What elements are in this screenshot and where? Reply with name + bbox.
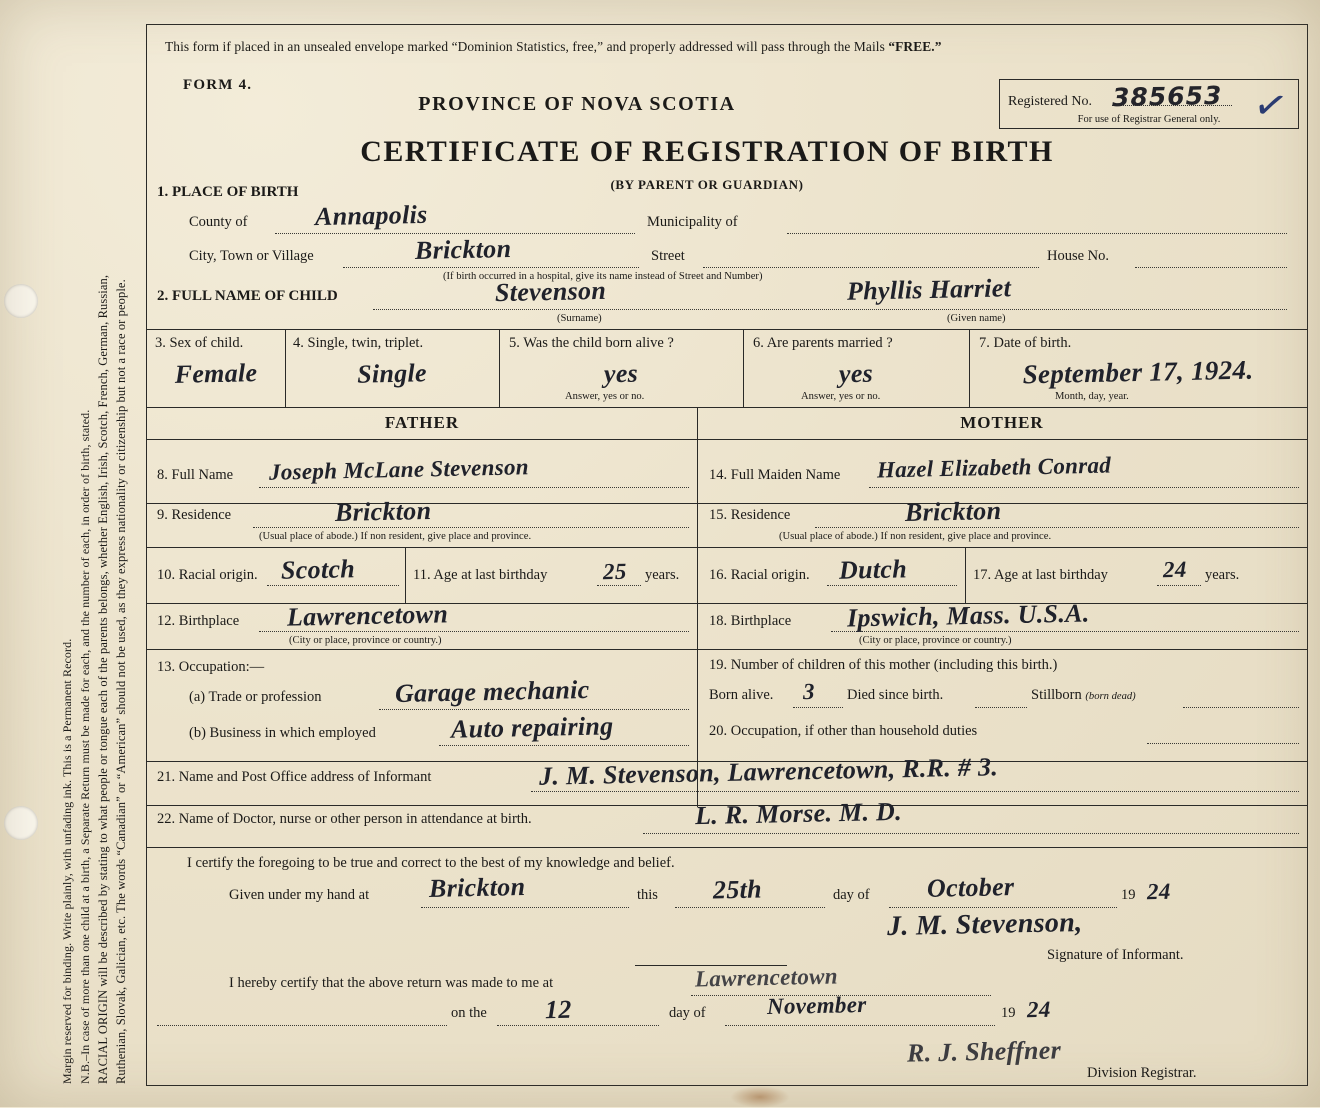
multiple-birth-label: 4. Single, twin, triplet. bbox=[293, 335, 424, 351]
mother-birthplace-value: Ipswich, Mass. U.S.A. bbox=[846, 598, 1090, 633]
date-of-birth-sub: Month, day, year. bbox=[1055, 391, 1129, 402]
day-value: 25th bbox=[712, 874, 763, 905]
father-business-line bbox=[439, 745, 689, 746]
margin-note-line-2: N.B.–In case of more than one child at a birth, a Separate Return must be made for each, and the number of each, in order of birth, stated. bbox=[78, 409, 92, 1084]
attendant-label: 22. Name of Doctor, nurse or other person in attendance at birth. bbox=[157, 811, 532, 827]
registrar-year-prefix: 19 bbox=[1001, 1005, 1016, 1021]
municipality-label: Municipality of bbox=[647, 214, 738, 230]
city-line bbox=[343, 267, 639, 268]
father-business-value: Auto repairing bbox=[450, 711, 614, 744]
month-value: October bbox=[926, 872, 1015, 903]
father-birthplace-sub: (City or place, province or country.) bbox=[289, 635, 442, 646]
registrar-signature-value: R. J. Sheffner bbox=[906, 1035, 1062, 1068]
mother-age-unit: years. bbox=[1205, 567, 1240, 583]
child-given-value: Phyllis Harriet bbox=[846, 273, 1012, 306]
informant-signature-value: J. M. Stevenson, bbox=[886, 906, 1083, 943]
father-residence-sub: (Usual place of abode.) If non resident, give place and province. bbox=[259, 531, 532, 542]
given-place-value: Brickton bbox=[428, 871, 526, 904]
father-heading: FATHER bbox=[384, 413, 460, 432]
born-alive-count-value: 3 bbox=[802, 678, 816, 705]
house-no-label: House No. bbox=[1047, 248, 1110, 264]
binder-hole-bottom bbox=[4, 806, 38, 840]
this-label: this bbox=[637, 887, 658, 903]
stillborn-sub: (born dead) bbox=[1085, 691, 1136, 702]
on-the-label: on the bbox=[451, 1005, 487, 1021]
mother-name-line bbox=[869, 487, 1299, 488]
registrar-month-line bbox=[725, 1025, 995, 1026]
registrar-place-value: Lawrencetown bbox=[694, 963, 839, 992]
father-trade-value: Garage mechanic bbox=[394, 674, 590, 709]
mother-birthplace-sub: (City or place, province or country.) bbox=[859, 635, 1012, 646]
rule-occupation-top bbox=[147, 649, 1307, 650]
died-since-label: Died since birth. bbox=[847, 687, 944, 703]
form-number: FORM 4. bbox=[183, 77, 253, 93]
informant-line bbox=[531, 791, 1299, 792]
stillborn-line bbox=[1183, 707, 1299, 708]
date-of-birth-value: September 17, 1924. bbox=[1022, 354, 1254, 390]
street-line bbox=[703, 267, 1039, 268]
died-since-line bbox=[975, 707, 1027, 708]
born-alive-count-line bbox=[793, 707, 843, 708]
father-racial-value: Scotch bbox=[280, 554, 356, 585]
county-line bbox=[275, 233, 635, 234]
given-name-sub: (Given name) bbox=[947, 313, 1006, 324]
informant-signature-label: Signature of Informant. bbox=[1047, 947, 1184, 963]
envelope-note bbox=[165, 39, 942, 55]
given-under-hand-label: Given under my hand at bbox=[229, 887, 370, 903]
rule-parents-top bbox=[147, 439, 1307, 440]
certificate-frame bbox=[146, 24, 1308, 1086]
mother-age-value: 24 bbox=[1162, 556, 1187, 583]
father-name-value: Joseph McLane Stevenson bbox=[268, 454, 530, 485]
mother-age-line bbox=[1157, 585, 1201, 586]
day-of-label: day of bbox=[833, 887, 870, 903]
informant-value: J. M. Stevenson, Lawrencetown, R.R. # 3. bbox=[538, 752, 999, 791]
surname-sub: (Surname) bbox=[557, 313, 602, 324]
mother-name-label: 14. Full Maiden Name bbox=[709, 467, 841, 483]
mother-racial-label: 16. Racial origin. bbox=[709, 567, 810, 583]
child-surname-value: Stevenson bbox=[494, 275, 607, 308]
mother-heading: MOTHER bbox=[960, 413, 1044, 432]
mother-name-value: Hazel Elizabeth Conrad bbox=[876, 452, 1112, 483]
mother-racial-value: Dutch bbox=[838, 554, 908, 585]
informant-label: 21. Name and Post Office address of Informant bbox=[157, 769, 432, 785]
father-business-label: (b) Business in which employed bbox=[189, 725, 376, 741]
born-alive-count-label: Born alive. bbox=[709, 687, 774, 703]
hospital-note: (If birth occurred in a hospital, give its name instead of Street and Number) bbox=[443, 271, 763, 282]
page-title: CERTIFICATE OF REGISTRATION OF BIRTH bbox=[360, 135, 1054, 168]
municipality-line bbox=[787, 233, 1287, 234]
father-racial-label: 10. Racial origin. bbox=[157, 567, 258, 583]
registered-label: Registered No. bbox=[1008, 94, 1092, 109]
margin-note-line-3: RACIAL ORIGIN will be described by stating to what people or tongue each of the parents belongs, whether English, Irish, Scotch, French, German, Russian, bbox=[96, 274, 110, 1084]
mother-occupation-line bbox=[1147, 743, 1299, 744]
mother-residence-value: Brickton bbox=[904, 495, 1002, 528]
city-value: Brickton bbox=[414, 233, 512, 266]
child-name-line bbox=[373, 309, 1287, 310]
attendant-value: L. R. Morse. M. D. bbox=[694, 796, 903, 831]
mother-birthplace-label: 18. Birthplace bbox=[709, 613, 792, 629]
child-name-label: 2. FULL NAME OF CHILD bbox=[157, 288, 338, 304]
mother-age-label: 17. Age at last birthday bbox=[973, 567, 1108, 583]
mother-residence-label: 15. Residence bbox=[709, 507, 791, 523]
rule-racial-top bbox=[147, 547, 1307, 548]
registrar-day-of-label: day of bbox=[669, 1005, 706, 1021]
mother-occupation-label: 20. Occupation, if other than household duties bbox=[709, 723, 978, 739]
father-residence-line bbox=[253, 527, 689, 528]
margin-note-line-4: Ruthenian, Slovak, Galician, etc. The words “Canadian” or “American” should not be used, as they express nationality or citizenship but not a race or people. bbox=[114, 279, 128, 1084]
parents-married-label: 6. Are parents married ? bbox=[753, 335, 893, 351]
street-label: Street bbox=[651, 248, 685, 264]
attendant-line bbox=[643, 833, 1299, 834]
margin-note-line-1: Margin reserved for binding. Write plainly, with unfading ink. This is a Permanent Record. bbox=[60, 638, 74, 1084]
check-mark-icon: ✓ bbox=[1250, 80, 1293, 131]
year-value: 24 bbox=[1146, 878, 1171, 905]
county-label: County of bbox=[189, 214, 248, 230]
rule-certify-top bbox=[147, 847, 1307, 848]
father-residence-label: 9. Residence bbox=[157, 507, 232, 523]
father-name-label: 8. Full Name bbox=[157, 467, 234, 483]
day-line bbox=[675, 907, 825, 908]
county-value: Annapolis bbox=[314, 199, 428, 232]
stillborn-text: Stillborn bbox=[1031, 687, 1082, 703]
rule-row3-bottom bbox=[147, 407, 1307, 408]
paper-stain bbox=[730, 1086, 790, 1108]
place-of-birth-heading: 1. PLACE OF BIRTH bbox=[157, 184, 299, 200]
registered-sub-note: For use of Registrar General only. bbox=[1077, 114, 1221, 125]
registered-number-value: 385653 bbox=[1111, 80, 1223, 113]
father-residence-value: Brickton bbox=[334, 495, 432, 528]
rule-parent-split bbox=[697, 407, 698, 807]
envelope-note-free: “FREE.” bbox=[888, 39, 942, 54]
year-prefix: 19 bbox=[1121, 887, 1136, 903]
date-of-birth-label: 7. Date of birth. bbox=[979, 335, 1072, 351]
born-alive-sub: Answer, yes or no. bbox=[565, 391, 645, 402]
registered-number-box bbox=[999, 79, 1299, 129]
born-alive-label: 5. Was the child born alive ? bbox=[509, 335, 674, 351]
registrar-year-value: 24 bbox=[1026, 996, 1051, 1023]
parents-married-sub: Answer, yes or no. bbox=[801, 391, 881, 402]
city-label: City, Town or Village bbox=[189, 248, 314, 264]
rule-mother-age-split bbox=[965, 547, 966, 603]
registrar-month-value: November bbox=[766, 991, 867, 1020]
father-age-value: 25 bbox=[602, 558, 627, 585]
registrar-signature-label: Division Registrar. bbox=[1087, 1065, 1197, 1081]
children-count-label: 19. Number of children of this mother (including this birth.) bbox=[709, 657, 1058, 673]
mother-residence-sub: (Usual place of abode.) If non resident, give place and province. bbox=[779, 531, 1052, 542]
father-age-label: 11. Age at last birthday bbox=[413, 567, 548, 583]
registrar-day-value: 12 bbox=[544, 994, 572, 1025]
father-birthplace-value: Lawrencetown bbox=[286, 599, 449, 632]
given-place-line bbox=[421, 907, 629, 908]
page-subtitle: (BY PARENT OR GUARDIAN) bbox=[610, 177, 804, 192]
registrar-day-line bbox=[497, 1025, 659, 1026]
mother-residence-line bbox=[815, 527, 1299, 528]
parents-married-value: yes bbox=[838, 358, 874, 389]
father-occupation-label: 13. Occupation:— bbox=[157, 659, 265, 675]
sex-label: 3. Sex of child. bbox=[155, 335, 244, 351]
sex-value: Female bbox=[174, 358, 258, 389]
father-birthplace-label: 12. Birthplace bbox=[157, 613, 240, 629]
house-no-line bbox=[1135, 267, 1287, 268]
father-trade-line bbox=[379, 709, 689, 710]
stillborn-label bbox=[1031, 687, 1136, 704]
born-alive-value: yes bbox=[603, 358, 639, 389]
left-margin-notes bbox=[44, 18, 130, 1093]
certify-statement: I certify the foregoing to be true and correct to the best of my knowledge and belief. bbox=[187, 855, 675, 871]
rule-residence-top bbox=[147, 503, 1307, 504]
registrar-lead-dots bbox=[157, 1025, 447, 1026]
father-name-line bbox=[259, 487, 689, 488]
province-heading: PROVINCE OF NOVA SCOTIA bbox=[418, 93, 736, 115]
father-trade-label: (a) Trade or profession bbox=[189, 689, 322, 705]
binder-hole-top bbox=[4, 284, 38, 318]
multiple-birth-value: Single bbox=[356, 358, 428, 389]
rule-row3-top bbox=[147, 329, 1307, 330]
father-age-unit: years. bbox=[645, 567, 680, 583]
rule-father-age-split bbox=[405, 547, 406, 603]
envelope-note-text: This form if placed in an unsealed envelope marked “Dominion Statistics, free,” and properly addressed will pass through the Mails bbox=[165, 39, 889, 54]
registrar-statement: I hereby certify that the above return was made to me at bbox=[229, 975, 554, 991]
